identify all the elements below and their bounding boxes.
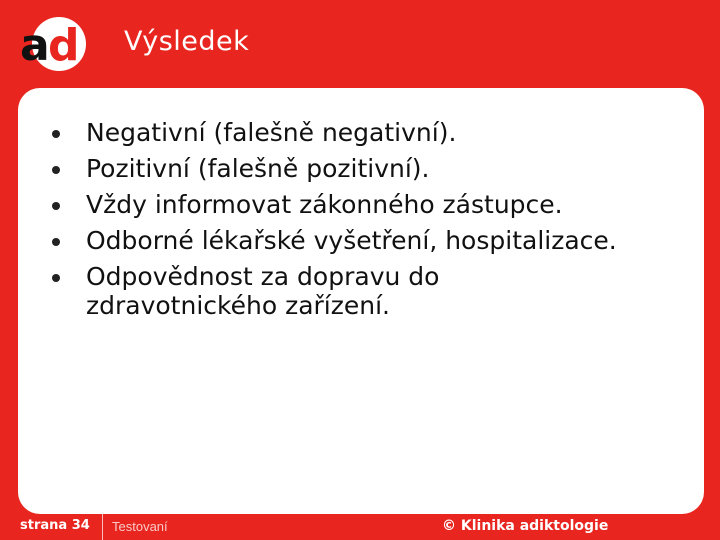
bullet-item: Odpovědnost za dopravu do zdravotnického zařízení. xyxy=(48,262,486,320)
logo xyxy=(14,16,104,72)
slide-title: Výsledek xyxy=(124,26,250,57)
svg-text:a: a xyxy=(20,20,50,71)
bullet-dot-icon xyxy=(52,274,60,282)
ad-logo-icon xyxy=(14,16,104,72)
bullet-dot-icon xyxy=(52,166,60,174)
bullet-dot-icon xyxy=(52,202,60,210)
bullet-item: Vždy informovat zákonného zástupce. xyxy=(48,190,686,219)
copyright-text: © Klinika adiktologie xyxy=(442,518,609,534)
bullet-list xyxy=(48,118,686,327)
footer-divider xyxy=(102,514,103,540)
bullet-item: Negativní (falešně negativní). xyxy=(48,118,686,147)
bullet-dot-icon xyxy=(52,130,60,138)
footer-topic: Testovaní xyxy=(112,519,168,534)
svg-text:d: d xyxy=(48,20,80,71)
bullet-item: Odborné lékařské vyšetření, hospitalizace. xyxy=(48,226,686,255)
bullet-dot-icon xyxy=(52,238,60,246)
page-number: strana 34 xyxy=(20,518,90,533)
bullet-item: Pozitivní (falešně pozitivní). xyxy=(48,154,686,183)
